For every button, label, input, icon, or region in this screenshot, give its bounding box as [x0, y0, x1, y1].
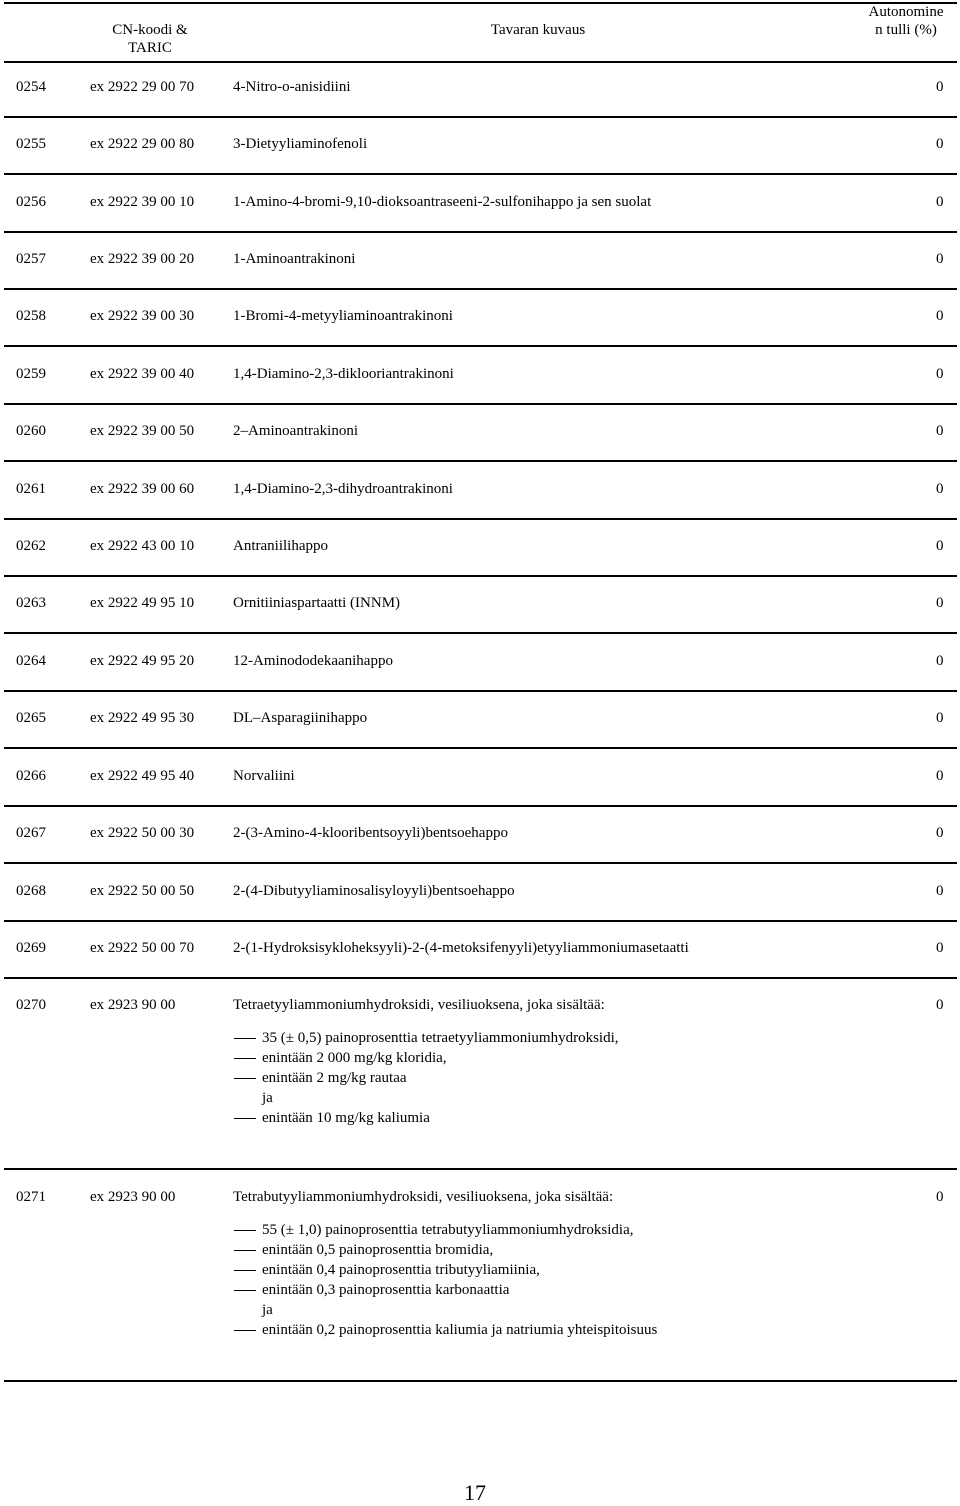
specification-item — [0, 1220, 960, 1240]
table-row — [0, 134, 960, 154]
item-description: 4-Nitro-o-anisidiini — [233, 79, 351, 95]
item-description: 1-Bromi-4-metyyliaminoantrakinoni — [233, 308, 453, 324]
cn-code: ex 2922 49 95 40 — [90, 768, 195, 784]
duty-rate: 0 — [936, 423, 944, 439]
specification-item — [0, 1320, 960, 1340]
row-separator — [4, 231, 957, 233]
header-rate-line2: n tulli (%) — [875, 22, 937, 38]
dash-bullet — [234, 1038, 256, 1039]
row-number: 0271 — [16, 1189, 46, 1205]
specification-text: 55 (± 1,0) painoprosenttia tetrabutyyliammoniumhydroksidia, — [262, 1222, 634, 1238]
cn-code: ex 2922 39 00 10 — [90, 194, 195, 210]
specification-text: enintään 2 mg/kg rautaa — [262, 1070, 407, 1086]
specification-item — [0, 1088, 960, 1108]
cn-code: ex 2922 50 00 50 — [90, 883, 195, 899]
row-separator — [4, 173, 957, 175]
duty-rate: 0 — [936, 308, 944, 324]
header-cn-code — [86, 21, 214, 57]
row-separator — [4, 1168, 957, 1170]
duty-rate: 0 — [936, 136, 944, 152]
duty-rate: 0 — [936, 997, 944, 1013]
dash-bullet — [234, 1330, 256, 1331]
cn-code: ex 2922 39 00 60 — [90, 481, 195, 497]
duty-rate: 0 — [936, 595, 944, 611]
item-description: 2-(4-Dibutyyliaminosalisyloyyli)bentsoehappo — [233, 883, 515, 899]
duty-rate: 0 — [936, 710, 944, 726]
header-top-rule — [4, 2, 957, 4]
row-number: 0257 — [16, 251, 46, 267]
specification-text: enintään 0,5 painoprosenttia bromidia, — [262, 1242, 494, 1258]
dash-bullet — [234, 1058, 256, 1059]
duty-rate: 0 — [936, 825, 944, 841]
table-row — [0, 536, 960, 556]
cn-code: ex 2922 50 00 70 — [90, 940, 195, 956]
specification-text: enintään 10 mg/kg kaliumia — [262, 1110, 430, 1126]
row-separator — [4, 288, 957, 290]
table-row — [0, 479, 960, 499]
row-number: 0270 — [16, 997, 46, 1013]
cn-code: ex 2923 90 00 — [90, 1189, 176, 1205]
row-number: 0261 — [16, 481, 46, 497]
item-description: 2–Aminoantrakinoni — [233, 423, 358, 439]
item-description: 1-Amino-4-bromi-9,10-dioksoantraseeni-2-sulfonihappo ja sen suolat — [233, 194, 652, 210]
item-description: 12-Aminododekaanihappo — [233, 653, 393, 669]
table-row — [0, 881, 960, 901]
duty-rate: 0 — [936, 768, 944, 784]
specification-text: enintään 0,4 painoprosenttia tributyyliamiinia, — [262, 1262, 540, 1278]
row-number: 0269 — [16, 940, 46, 956]
row-separator — [4, 690, 957, 692]
dash-bullet — [234, 1270, 256, 1271]
page-number: 17 — [464, 1480, 486, 1505]
cn-code: ex 2922 49 95 10 — [90, 595, 195, 611]
row-number: 0267 — [16, 825, 46, 841]
row-number: 0265 — [16, 710, 46, 726]
item-description: DL–Asparagiinihappo — [233, 710, 368, 726]
dash-bullet — [234, 1250, 256, 1251]
row-separator — [4, 116, 957, 118]
row-separator — [4, 460, 957, 462]
cn-code: ex 2922 49 95 30 — [90, 710, 195, 726]
cn-code: ex 2922 43 00 10 — [90, 538, 195, 554]
table-row — [0, 306, 960, 326]
header-cn-line2: TARIC — [128, 40, 172, 56]
row-number: 0260 — [16, 423, 46, 439]
cn-code: ex 2922 39 00 20 — [90, 251, 195, 267]
duty-rate: 0 — [936, 366, 944, 382]
cn-code: ex 2922 50 00 30 — [90, 825, 195, 841]
row-number: 0256 — [16, 194, 46, 210]
specification-list — [0, 1028, 960, 1128]
cn-code: ex 2922 29 00 80 — [90, 136, 195, 152]
row-separator — [4, 977, 957, 979]
cn-code: ex 2922 39 00 40 — [90, 366, 195, 382]
table-row — [0, 995, 960, 1015]
row-separator — [4, 920, 957, 922]
table-row — [0, 766, 960, 786]
specification-list — [0, 1220, 960, 1340]
specification-item — [0, 1300, 960, 1320]
table-row — [0, 364, 960, 384]
table-row — [0, 192, 960, 212]
cn-code: ex 2922 39 00 30 — [90, 308, 195, 324]
dash-bullet — [234, 1230, 256, 1231]
row-separator — [4, 403, 957, 405]
row-separator — [4, 747, 957, 749]
item-description: 1,4-Diamino-2,3-diklooriantrakinoni — [233, 366, 454, 382]
specification-item — [0, 1048, 960, 1068]
duty-rate: 0 — [936, 538, 944, 554]
specification-item — [0, 1260, 960, 1280]
specification-item — [0, 1028, 960, 1048]
item-description: 1,4-Diamino-2,3-dihydroantrakinoni — [233, 481, 453, 497]
item-description: 2-(1-Hydroksisykloheksyyli)-2-(4-metoksifenyyli)etyyliammoniumasetaatti — [233, 940, 689, 956]
row-separator — [4, 518, 957, 520]
cn-code: ex 2922 49 95 20 — [90, 653, 195, 669]
table-row — [0, 651, 960, 671]
cn-code: ex 2923 90 00 — [90, 997, 176, 1013]
header-bottom-rule — [4, 61, 957, 63]
duty-rate: 0 — [936, 940, 944, 956]
specification-text: ja — [262, 1090, 273, 1106]
item-description: Tetraetyyliammoniumhydroksidi, vesiliuoksena, joka sisältää: — [233, 997, 605, 1013]
cn-code: ex 2922 29 00 70 — [90, 79, 195, 95]
duty-rate: 0 — [936, 194, 944, 210]
row-separator — [4, 575, 957, 577]
table-row — [0, 708, 960, 728]
item-description: 2-(3-Amino-4-klooribentsoyyli)bentsoehappo — [233, 825, 508, 841]
row-separator — [4, 862, 957, 864]
dash-bullet — [234, 1078, 256, 1079]
item-description: Antraniilihappo — [233, 538, 328, 554]
specification-item — [0, 1068, 960, 1088]
table-row — [0, 823, 960, 843]
specification-text: enintään 0,2 painoprosenttia kaliumia ja natriumia yhteispitoisuus — [262, 1322, 658, 1338]
item-description: Ornitiiniaspartaatti (INNM) — [233, 595, 401, 611]
specification-item — [0, 1280, 960, 1300]
duty-rate: 0 — [936, 883, 944, 899]
row-number: 0259 — [16, 366, 46, 382]
duty-rate: 0 — [936, 79, 944, 95]
duty-rate: 0 — [936, 653, 944, 669]
specification-item — [0, 1240, 960, 1260]
row-number: 0264 — [16, 653, 46, 669]
row-separator — [4, 632, 957, 634]
dash-bullet — [234, 1118, 256, 1119]
row-separator — [4, 805, 957, 807]
dash-bullet — [234, 1290, 256, 1291]
header-rate-line1: Autonomine — [868, 4, 944, 20]
row-separator — [4, 345, 957, 347]
specification-text: 35 (± 0,5) painoprosenttia tetraetyyliammoniumhydroksidi, — [262, 1030, 619, 1046]
item-description: Norvaliini — [233, 768, 295, 784]
row-number: 0258 — [16, 308, 46, 324]
item-description: Tetrabutyyliammoniumhydroksidi, vesiliuoksena, joka sisältää: — [233, 1189, 614, 1205]
header-cn-line1: CN-koodi & — [112, 22, 188, 38]
item-description: 1-Aminoantrakinoni — [233, 251, 356, 267]
row-number: 0255 — [16, 136, 46, 152]
item-description: 3-Dietyyliaminofenoli — [233, 136, 368, 152]
specification-text: enintään 0,3 painoprosenttia karbonaattia — [262, 1282, 510, 1298]
row-number: 0254 — [16, 79, 46, 95]
table-row — [0, 1187, 960, 1207]
duty-rate: 0 — [936, 1189, 944, 1205]
table-row — [0, 421, 960, 441]
row-number: 0266 — [16, 768, 46, 784]
cn-code: ex 2922 39 00 50 — [90, 423, 195, 439]
header-rate — [858, 3, 954, 39]
table-row — [0, 938, 960, 958]
row-number: 0268 — [16, 883, 46, 899]
specification-text: enintään 2 000 mg/kg kloridia, — [262, 1050, 447, 1066]
specification-item — [0, 1108, 960, 1128]
duty-rate: 0 — [936, 481, 944, 497]
row-separator — [4, 1380, 957, 1382]
duty-rate: 0 — [936, 251, 944, 267]
row-number: 0263 — [16, 595, 46, 611]
table-row — [0, 593, 960, 613]
header-description: Tavaran kuvaus — [490, 22, 586, 38]
table-row — [0, 249, 960, 269]
row-number: 0262 — [16, 538, 46, 554]
table-row — [0, 77, 960, 97]
specification-text: ja — [262, 1302, 273, 1318]
